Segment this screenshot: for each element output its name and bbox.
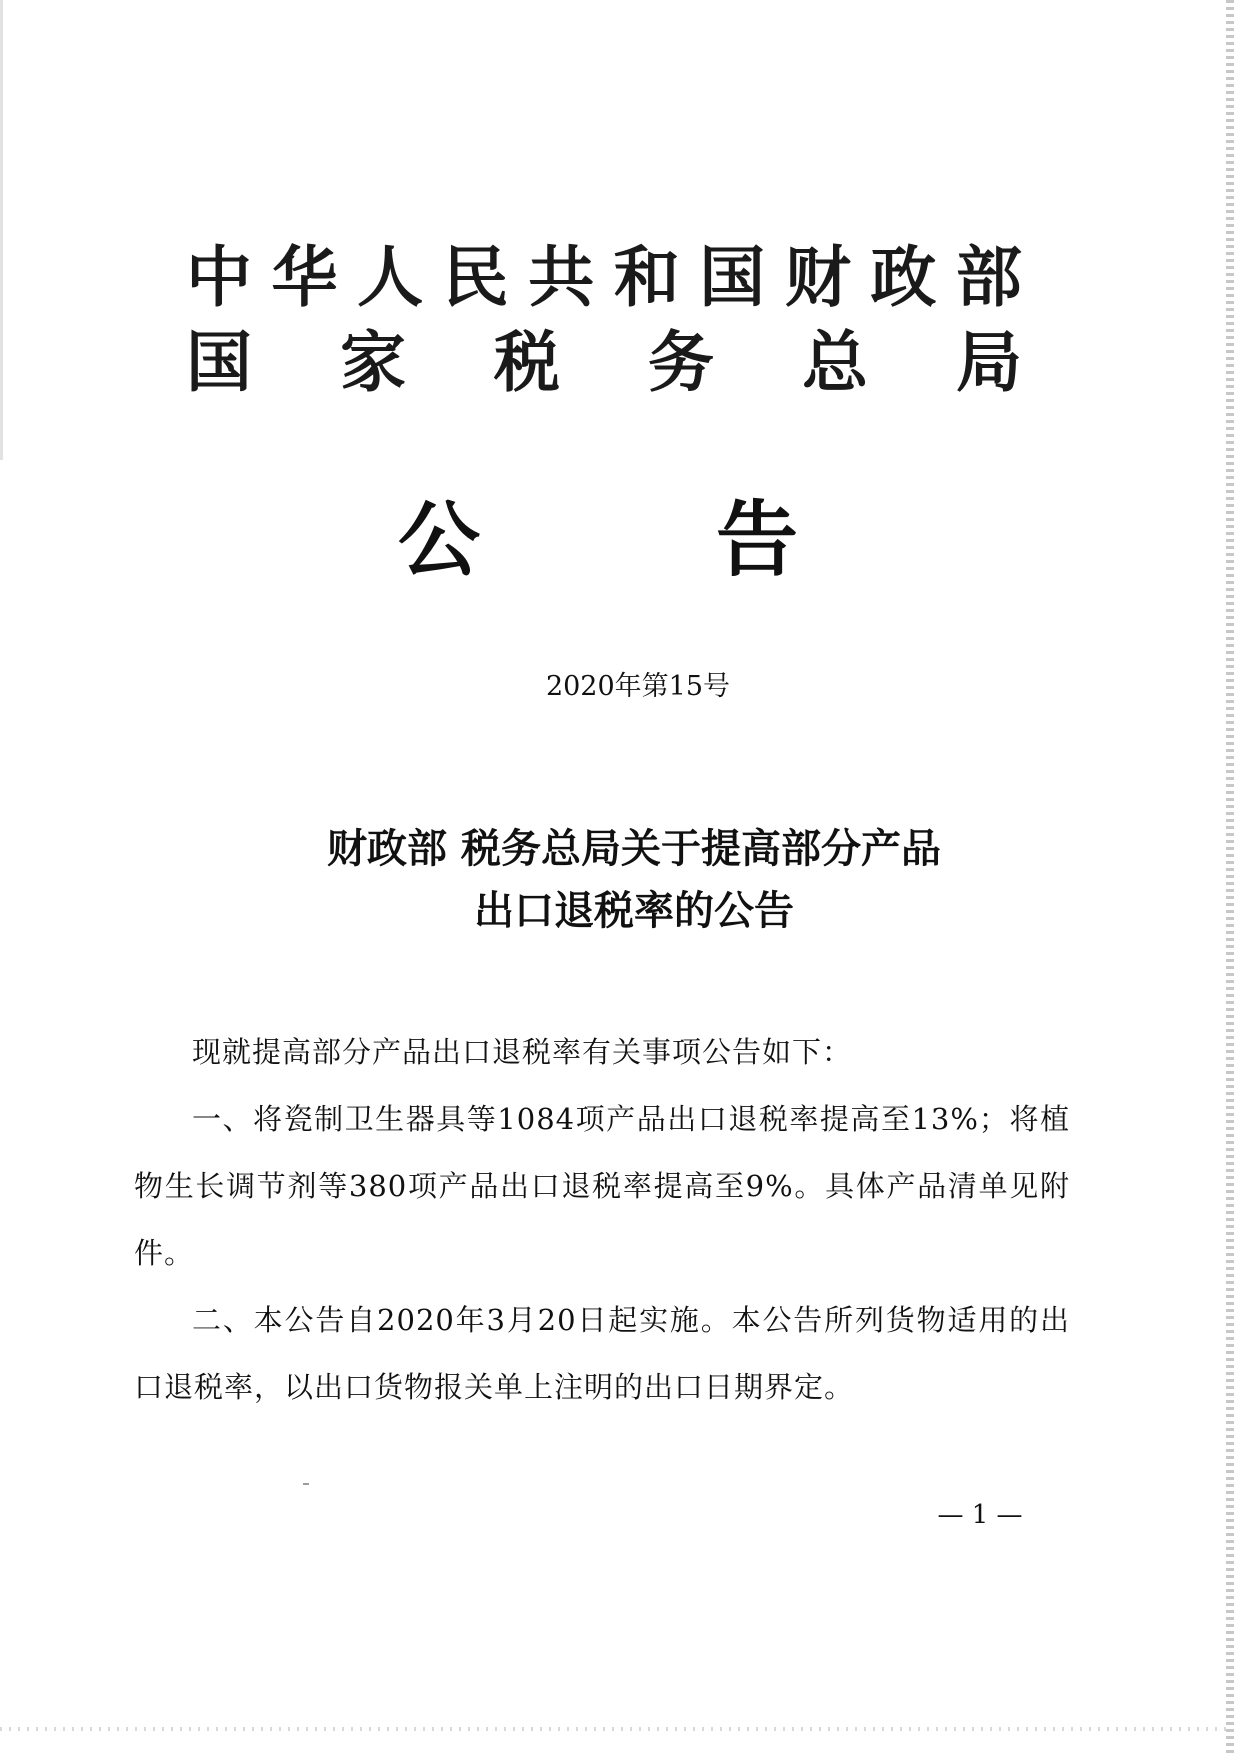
document-type-heading <box>398 493 798 588</box>
scan-speck <box>303 1483 309 1485</box>
issuer-line-2 <box>186 324 1022 401</box>
scan-edge-left <box>0 0 3 460</box>
document-title-line-1: 财政部 税务总局关于提高部分产品 <box>327 826 941 872</box>
issuer-char: 总 <box>802 324 868 401</box>
document-title <box>0 818 1248 942</box>
document-number: 2020年第15号 <box>545 671 731 702</box>
issuer-char: 政 <box>870 239 937 316</box>
issuer-char: 国 <box>699 239 766 316</box>
issuer-char: 务 <box>648 324 714 401</box>
issuer-char: 民 <box>442 239 509 316</box>
document-body <box>134 1019 1070 1421</box>
issuer-char: 人 <box>357 239 424 316</box>
page-number: — 1 — <box>937 1500 1023 1530</box>
issuer-char: 华 <box>271 239 338 316</box>
issuer-char: 家 <box>340 324 406 401</box>
issuer-char: 部 <box>955 239 1022 316</box>
issuer-char: 财 <box>784 239 851 316</box>
document-title-line-2: 出口退税率的公告 <box>474 888 794 934</box>
document-type-char: 告 <box>715 493 798 588</box>
issuer-char: 中 <box>186 239 252 316</box>
issuer-char: 税 <box>494 324 560 401</box>
issuer-line-1 <box>186 239 1022 316</box>
body-paragraph-item-2: 二、本公告自2020年3月20日起实施。本公告所列货物适用的出口退税率，以出口货物报关单上注明的出口日期界定。 <box>134 1303 1070 1404</box>
issuer-char: 共 <box>528 239 595 316</box>
body-paragraph-intro: 现就提高部分产品出口退税率有关事项公告如下： <box>192 1035 853 1069</box>
issuer-char: 和 <box>613 239 680 316</box>
issuer-char: 局 <box>956 324 1022 401</box>
scan-edge-bottom <box>0 1727 1230 1731</box>
issuer-char: 国 <box>186 324 252 401</box>
body-paragraph-item-1: 一、将瓷制卫生器具等1084项产品出口退税率提高至13%；将植物生长调节剂等380项产品出口退税率提高至9%。具体产品清单见附件。 <box>134 1102 1070 1270</box>
document-type-char: 公 <box>398 493 481 588</box>
